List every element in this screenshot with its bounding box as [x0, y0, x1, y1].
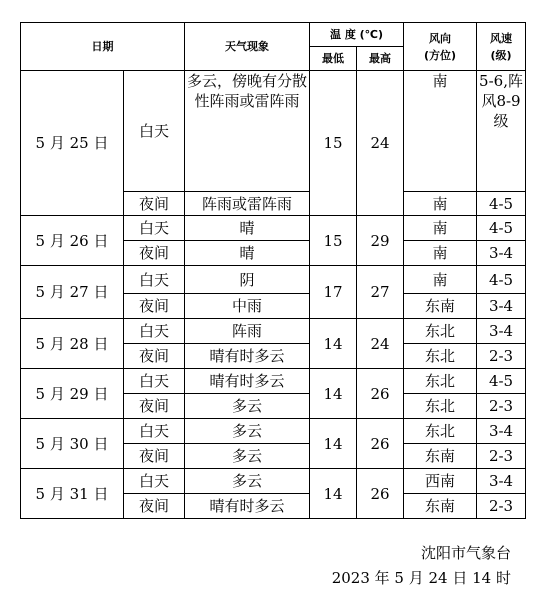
temp-max: 29 [357, 216, 404, 266]
wind-dir-day: 东北 [404, 319, 477, 344]
period-night: 夜间 [124, 241, 185, 266]
period-night: 夜间 [124, 394, 185, 419]
wind-speed-day: 3-4 [477, 419, 526, 444]
temp-max: 27 [357, 266, 404, 319]
period-night: 夜间 [124, 294, 185, 319]
wind-speed-night: 2-3 [477, 444, 526, 469]
wind-speed-night: 4-5 [477, 192, 526, 216]
period-day: 白天 [124, 369, 185, 394]
period-day: 白天 [124, 419, 185, 444]
wind-dir-night: 东南 [404, 444, 477, 469]
header-date: 日期 [21, 23, 185, 71]
temp-min: 15 [310, 216, 357, 266]
wind-speed-day: 3-4 [477, 319, 526, 344]
wind-speed-day: 5-6,阵风8-9级 [477, 71, 526, 192]
wind-speed-night: 3-4 [477, 241, 526, 266]
date-cell: 5 月 27 日 [21, 266, 124, 319]
weather-night: 晴 [185, 241, 310, 266]
wind-speed-day: 4-5 [477, 216, 526, 241]
period-day: 白天 [124, 319, 185, 344]
wind-dir-day: 南 [404, 71, 477, 192]
weather-night: 晴有时多云 [185, 344, 310, 369]
header-wind-direction: 风向 (方位) [404, 23, 477, 71]
weather-day: 多云 [185, 419, 310, 444]
period-night: 夜间 [124, 494, 185, 519]
temp-min: 14 [310, 419, 357, 469]
header-weather: 天气现象 [185, 23, 310, 71]
wind-speed-night: 3-4 [477, 294, 526, 319]
wind-speed-day: 4-5 [477, 369, 526, 394]
temp-min: 14 [310, 319, 357, 369]
header-min-temp: 最低 [310, 47, 357, 71]
forecast-row-day [21, 71, 526, 192]
weather-night: 晴有时多云 [185, 494, 310, 519]
forecast-row-day [21, 216, 526, 241]
weather-day: 晴 [185, 216, 310, 241]
wind-dir-day: 东北 [404, 369, 477, 394]
temp-min: 14 [310, 369, 357, 419]
temp-max: 24 [357, 71, 404, 216]
wind-dir-day: 南 [404, 216, 477, 241]
forecast-body [21, 23, 526, 519]
period-day: 白天 [124, 266, 185, 294]
period-day: 白天 [124, 469, 185, 494]
temp-max: 26 [357, 419, 404, 469]
weather-night: 多云 [185, 444, 310, 469]
header-row-1 [21, 23, 526, 47]
date-cell: 5 月 29 日 [21, 369, 124, 419]
wind-speed-night: 2-3 [477, 344, 526, 369]
temp-min: 14 [310, 469, 357, 519]
footer-organization: 沈阳市气象台 [420, 544, 511, 562]
temp-max: 26 [357, 369, 404, 419]
period-day: 白天 [124, 216, 185, 241]
date-cell: 5 月 26 日 [21, 216, 124, 266]
forecast-row-day [21, 319, 526, 344]
wind-dir-night: 东北 [404, 344, 477, 369]
wind-speed-night: 2-3 [477, 394, 526, 419]
date-cell: 5 月 25 日 [21, 71, 124, 216]
wind-speed-day: 4-5 [477, 266, 526, 294]
wind-dir-day: 东北 [404, 419, 477, 444]
forecast-row-day [21, 419, 526, 444]
weather-day: 多云 [185, 469, 310, 494]
weather-day: 多云，傍晚有分散性阵雨或雷阵雨 [185, 71, 310, 192]
wind-dir-night: 东南 [404, 494, 477, 519]
wind-dir-day: 西南 [404, 469, 477, 494]
weather-night: 中雨 [185, 294, 310, 319]
temp-min: 17 [310, 266, 357, 319]
weather-night: 多云 [185, 394, 310, 419]
wind-dir-night: 南 [404, 192, 477, 216]
header-wind-speed: 风速 (级) [477, 23, 526, 71]
header-temperature: 温 度 (℃) [310, 23, 404, 47]
forecast-row-day [21, 469, 526, 494]
forecast-row-day [21, 369, 526, 394]
temp-max: 24 [357, 319, 404, 369]
weather-night: 阵雨或雷阵雨 [185, 192, 310, 216]
date-cell: 5 月 30 日 [21, 419, 124, 469]
temp-min: 15 [310, 71, 357, 216]
weather-day: 阴 [185, 266, 310, 294]
period-night: 夜间 [124, 192, 185, 216]
wind-dir-night: 南 [404, 241, 477, 266]
wind-speed-night: 2-3 [477, 494, 526, 519]
footer-issue-time: 2023 年 5 月 24 日 14 时 [331, 569, 511, 587]
period-night: 夜间 [124, 344, 185, 369]
date-cell: 5 月 28 日 [21, 319, 124, 369]
period-day: 白天 [124, 71, 185, 192]
weather-day: 阵雨 [185, 319, 310, 344]
date-cell: 5 月 31 日 [21, 469, 124, 519]
forecast-row-day [21, 266, 526, 294]
weather-day: 晴有时多云 [185, 369, 310, 394]
forecast-table [20, 22, 526, 519]
wind-dir-night: 东北 [404, 394, 477, 419]
header-max-temp: 最高 [357, 47, 404, 71]
period-night: 夜间 [124, 444, 185, 469]
wind-dir-day: 南 [404, 266, 477, 294]
temp-max: 26 [357, 469, 404, 519]
wind-dir-night: 东南 [404, 294, 477, 319]
wind-speed-day: 3-4 [477, 469, 526, 494]
